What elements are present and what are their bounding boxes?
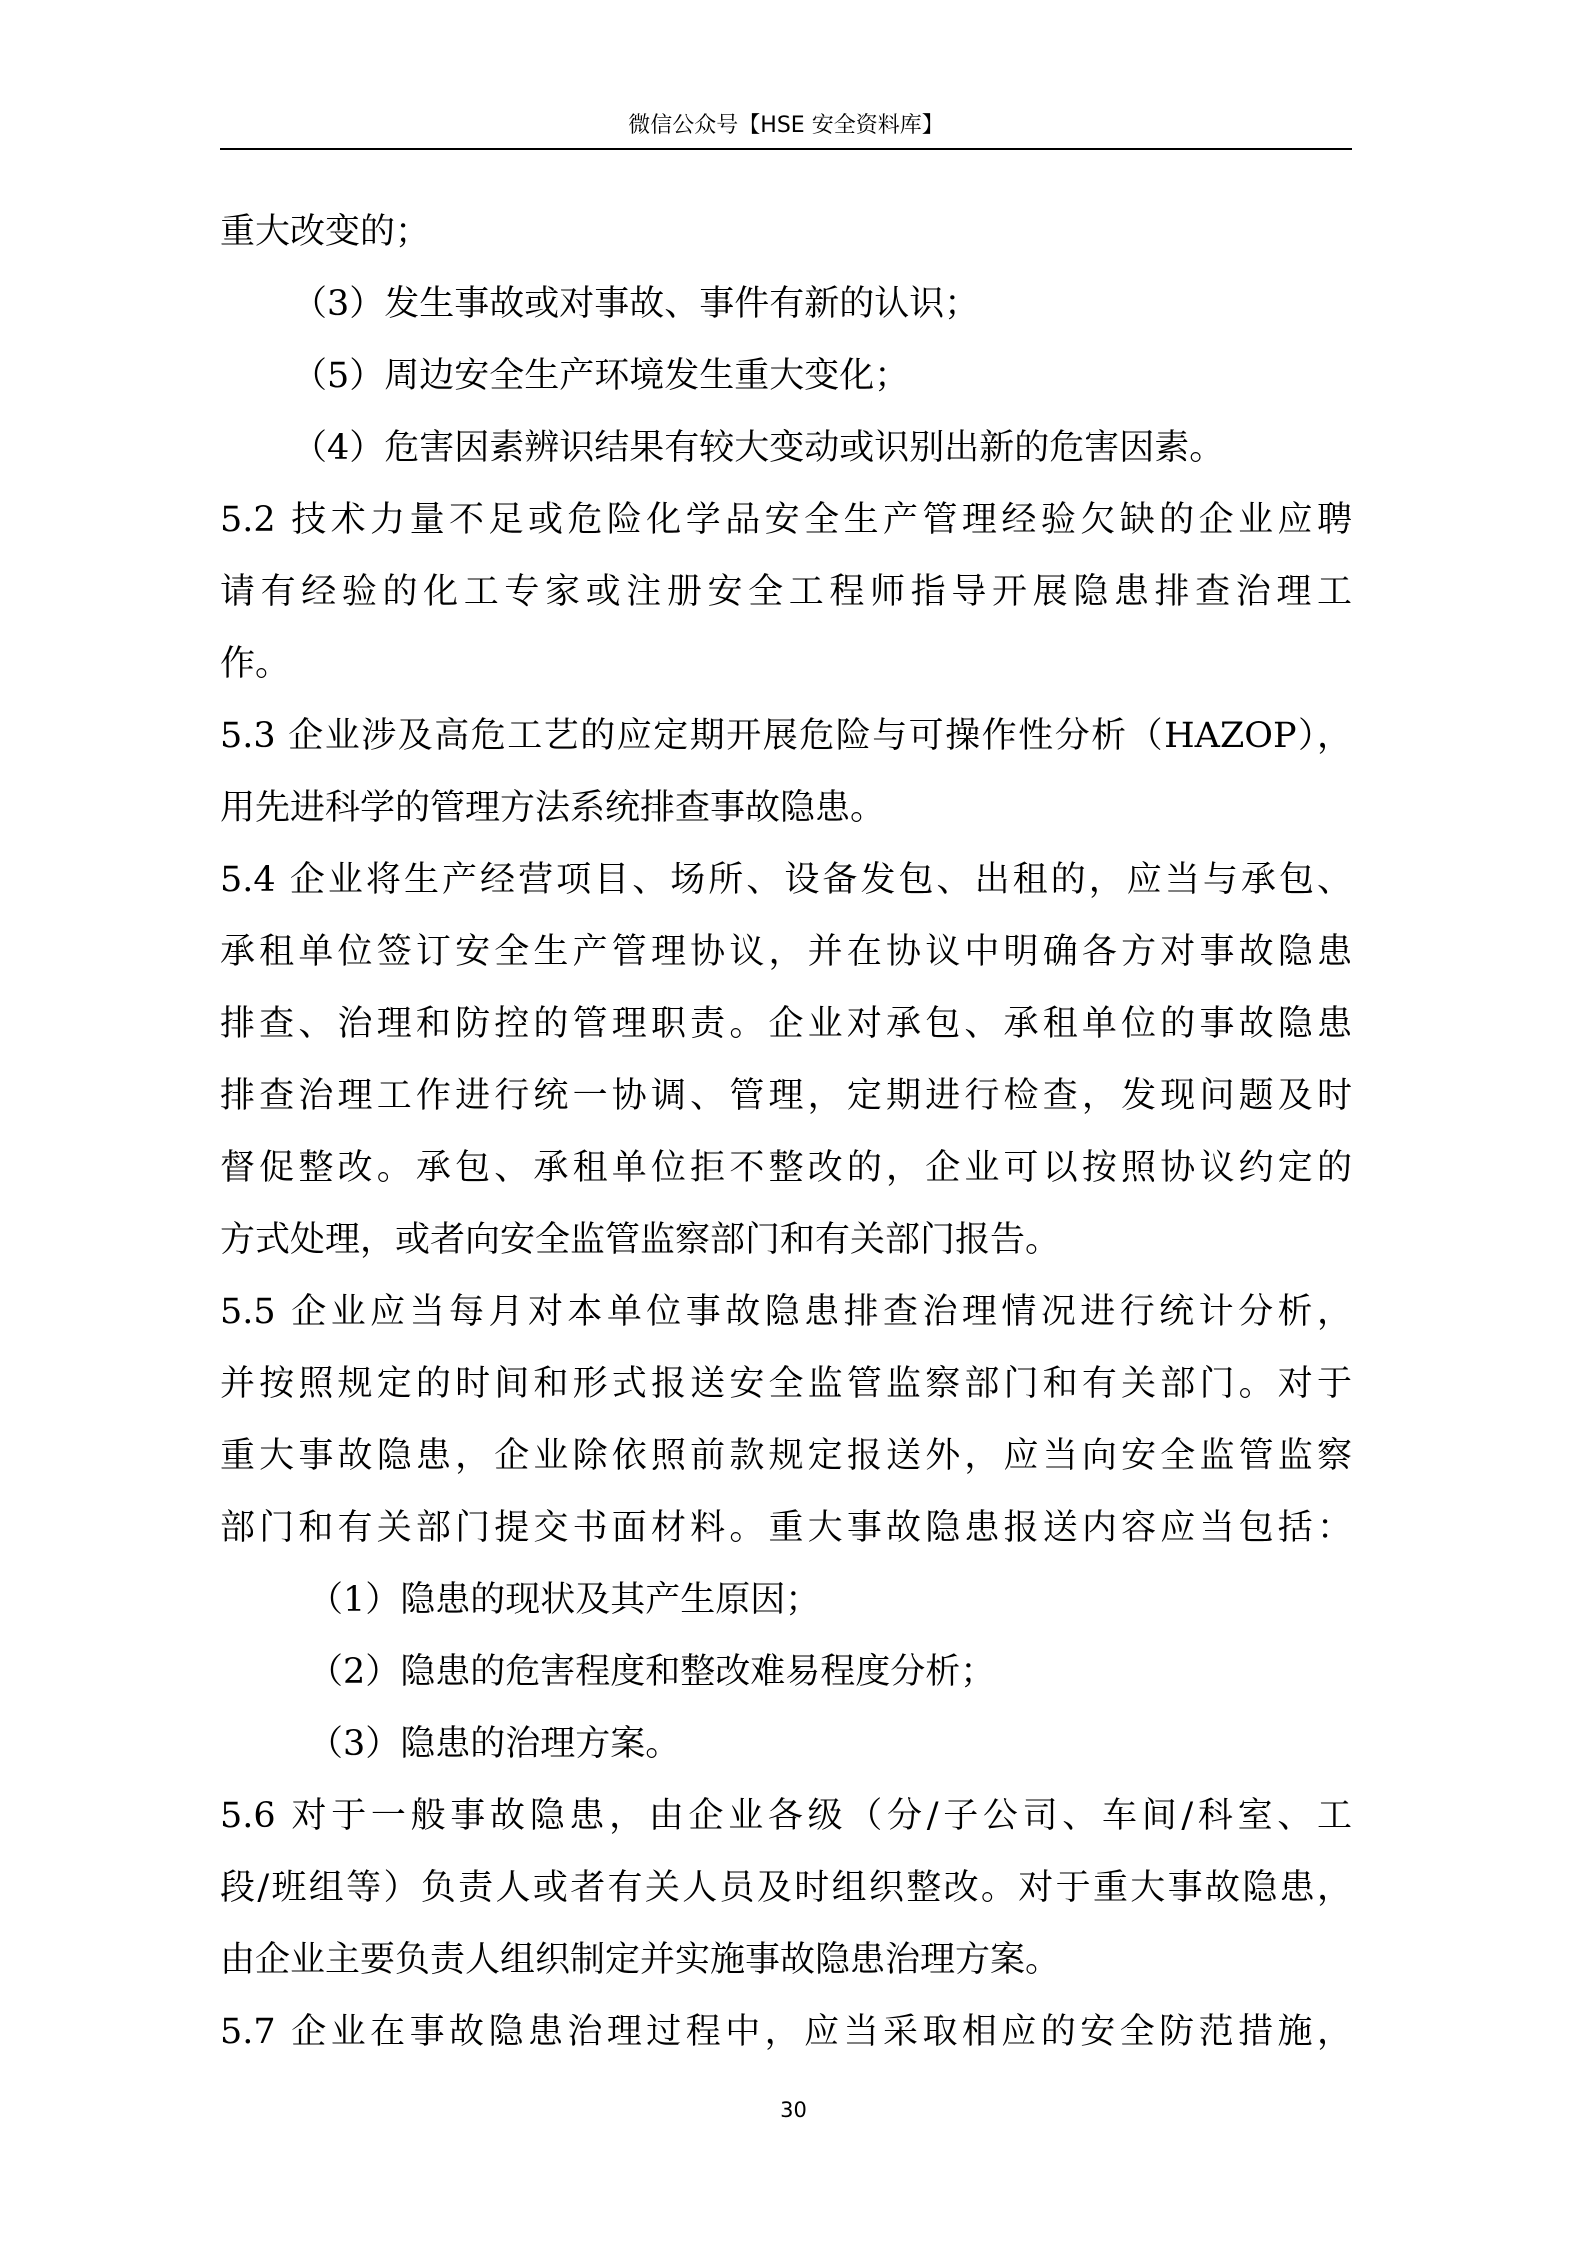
document-body (220, 196, 1352, 2068)
paragraph-line: 请有经验的化工专家或注册安全工程师指导开展隐患排查治理工 (220, 572, 1352, 612)
paragraph-line: 并按照规定的时间和形式报送安全监管监察部门和有关部门。对于 (220, 1364, 1352, 1404)
page-header: 微信公众号【HSE 安全资料库】 (628, 113, 944, 138)
paragraph-line: 5.3 企业涉及高危工艺的应定期开展危险与可操作性分析（HAZOP）， (220, 716, 1352, 756)
paragraph-line: 排查、治理和防控的管理职责。企业对承包、承租单位的事故隐患 (220, 1004, 1352, 1044)
list-item: （3）隐患的治理方案。 (308, 1724, 681, 1764)
paragraph-line: 由企业主要负责人组织制定并实施事故隐患治理方案。 (220, 1940, 1061, 1980)
paragraph-line: 用先进科学的管理方法系统排查事故隐患。 (220, 788, 886, 828)
list-item: （5）周边安全生产环境发生重大变化； (292, 356, 910, 396)
list-item: （1）隐患的现状及其产生原因； (308, 1580, 821, 1620)
paragraph-line: 方式处理，或者向安全监管监察部门和有关部门报告。 (220, 1220, 1061, 1260)
paragraph-line: 5.2 技术力量不足或危险化学品安全生产管理经验欠缺的企业应聘 (220, 500, 1352, 540)
paragraph-line: 段/班组等）负责人或者有关人员及时组织整改。对于重大事故隐患， (220, 1868, 1352, 1908)
paragraph-line: 5.5 企业应当每月对本单位事故隐患排查治理情况进行统计分析， (220, 1292, 1352, 1332)
paragraph-line: 部门和有关部门提交书面材料。重大事故隐患报送内容应当包括： (220, 1508, 1352, 1548)
list-item: （3）发生事故或对事故、事件有新的认识； (292, 284, 980, 324)
list-item: （4）危害因素辨识结果有较大变动或识别出新的危害因素。 (292, 428, 1225, 468)
paragraph-line: 排查治理工作进行统一协调、管理，定期进行检查，发现问题及时 (220, 1076, 1352, 1116)
paragraph-line: 5.7 企业在事故隐患治理过程中，应当采取相应的安全防范措施， (220, 2012, 1352, 2052)
list-item: （2）隐患的危害程度和整改难易程度分析； (308, 1652, 996, 1692)
paragraph-line: 重大改变的； (220, 212, 431, 252)
paragraph-line: 作。 (220, 644, 291, 684)
paragraph-line: 督促整改。承包、承租单位拒不整改的，企业可以按照协议约定的 (220, 1148, 1352, 1188)
page-number: 30 (780, 2098, 807, 2122)
paragraph-line: 承租单位签订安全生产管理协议，并在协议中明确各方对事故隐患 (220, 932, 1352, 972)
paragraph-line: 重大事故隐患，企业除依照前款规定报送外，应当向安全监管监察 (220, 1436, 1352, 1476)
header-divider (220, 148, 1352, 150)
paragraph-line: 5.6 对于一般事故隐患，由企业各级（分/子公司、车间/科室、工 (220, 1796, 1352, 1836)
paragraph-line: 5.4 企业将生产经营项目、场所、设备发包、出租的，应当与承包、 (220, 860, 1352, 900)
